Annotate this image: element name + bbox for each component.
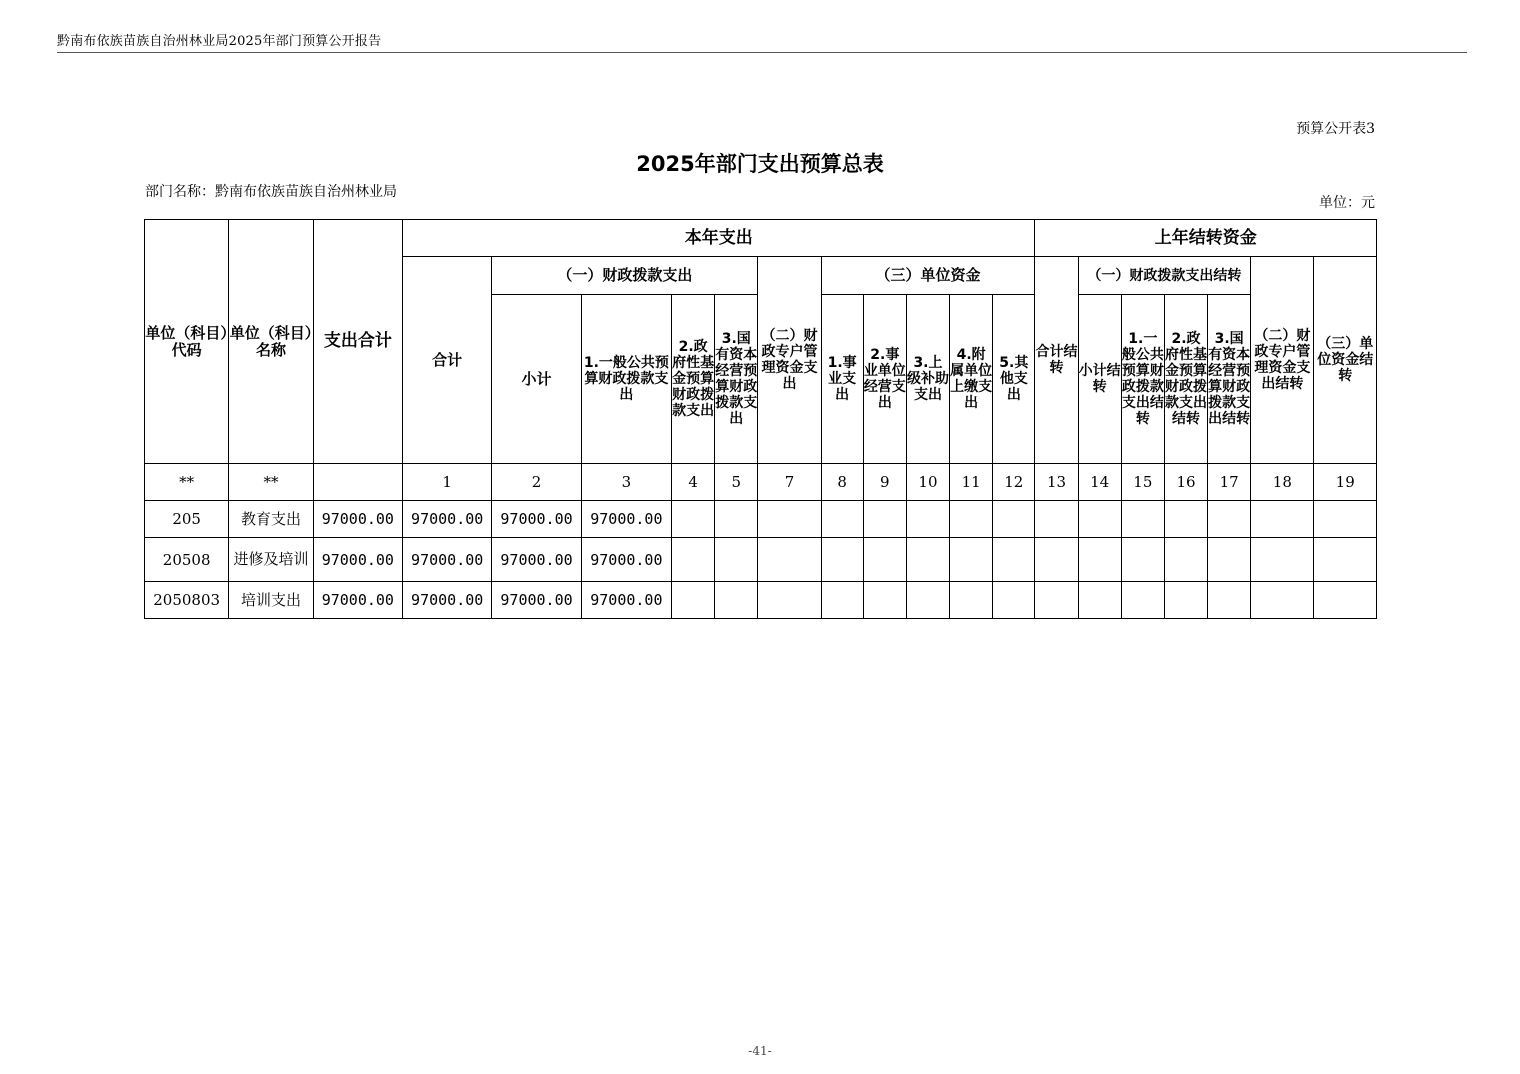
empty-cell bbox=[1035, 501, 1078, 538]
index-cell: 17 bbox=[1208, 464, 1251, 501]
index-cell bbox=[313, 464, 402, 501]
header-py-state-capital: 3.国有资本经营预算财政拨款支出结转 bbox=[1208, 295, 1251, 464]
header-total-expenditure: 支出合计 bbox=[313, 220, 402, 464]
empty-cell bbox=[715, 538, 758, 582]
header-cy-general-public: 1.一般公共预算财政拨款支出 bbox=[581, 295, 671, 464]
empty-cell bbox=[758, 582, 821, 619]
header-current-year: 本年支出 bbox=[403, 220, 1035, 257]
empty-cell bbox=[1314, 501, 1377, 538]
empty-cell bbox=[993, 582, 1035, 619]
header-py-general-public: 1.一般公共预算财政拨款支出结转 bbox=[1121, 295, 1164, 464]
header-cy-unit-funds: （三）单位资金 bbox=[821, 257, 1035, 295]
header-cy-special-account: （二）财政专户管理资金支出 bbox=[758, 257, 821, 464]
empty-cell bbox=[1164, 582, 1207, 619]
empty-cell bbox=[1251, 582, 1314, 619]
empty-cell bbox=[821, 501, 863, 538]
empty-cell bbox=[1164, 538, 1207, 582]
header-py-special-account: （二）财政专户管理资金支出结转 bbox=[1251, 257, 1314, 464]
header-cy-total: 合计 bbox=[403, 257, 492, 464]
empty-cell bbox=[672, 538, 715, 582]
row-general: 97000.00 bbox=[581, 582, 671, 619]
index-cell: ** bbox=[145, 464, 229, 501]
empty-cell bbox=[1035, 538, 1078, 582]
header-cy-fiscal-subtotal: 小计 bbox=[492, 295, 581, 464]
expenditure-budget-table bbox=[144, 219, 1377, 619]
table-row bbox=[145, 501, 1377, 538]
index-cell: 19 bbox=[1314, 464, 1377, 501]
row-general: 97000.00 bbox=[581, 538, 671, 582]
header-cy-affiliated: 4.附属单位上缴支出 bbox=[950, 295, 993, 464]
empty-cell bbox=[1314, 538, 1377, 582]
index-cell: 7 bbox=[758, 464, 821, 501]
empty-cell bbox=[715, 582, 758, 619]
index-cell: 16 bbox=[1164, 464, 1207, 501]
empty-cell bbox=[863, 538, 906, 582]
empty-cell bbox=[906, 582, 949, 619]
row-subtotal: 97000.00 bbox=[492, 501, 581, 538]
row-subtotal: 97000.00 bbox=[492, 538, 581, 582]
empty-cell bbox=[821, 538, 863, 582]
row-name: 培训支出 bbox=[229, 582, 313, 619]
row-total: 97000.00 bbox=[313, 501, 402, 538]
empty-cell bbox=[1035, 582, 1078, 619]
header-py-gov-fund: 2.政府性基金预算财政拨款支出结转 bbox=[1164, 295, 1207, 464]
header-py-unit-funds: （三）单位资金结转 bbox=[1314, 257, 1377, 464]
header-unit-code: 单位（科目）代码 bbox=[145, 220, 229, 464]
empty-cell bbox=[821, 582, 863, 619]
running-header: 黔南布依族苗族自治州林业局2025年部门预算公开报告 bbox=[57, 34, 382, 49]
index-cell: 12 bbox=[993, 464, 1035, 501]
row-code: 2050803 bbox=[145, 582, 229, 619]
header-cy-business: 1.事业支出 bbox=[821, 295, 863, 464]
empty-cell bbox=[863, 582, 906, 619]
table-row bbox=[145, 582, 1377, 619]
empty-cell bbox=[1164, 501, 1207, 538]
header-cy-gov-fund: 2.政府性基金预算财政拨款支出 bbox=[672, 295, 715, 464]
header-cy-subsidy: 3.上级补助支出 bbox=[906, 295, 949, 464]
table-row bbox=[145, 538, 1377, 582]
department-name: 部门名称：黔南布依族苗族自治州林业局 bbox=[145, 184, 397, 200]
index-cell: 4 bbox=[672, 464, 715, 501]
index-cell: ** bbox=[229, 464, 313, 501]
empty-cell bbox=[1121, 538, 1164, 582]
header-cy-operation: 2.事业单位经营支出 bbox=[863, 295, 906, 464]
row-subtotal: 97000.00 bbox=[492, 582, 581, 619]
index-cell: 11 bbox=[950, 464, 993, 501]
row-name: 进修及培训 bbox=[229, 538, 313, 582]
index-cell: 1 bbox=[403, 464, 492, 501]
row-cy-total: 97000.00 bbox=[403, 501, 492, 538]
row-name: 教育支出 bbox=[229, 501, 313, 538]
empty-cell bbox=[993, 538, 1035, 582]
row-code: 20508 bbox=[145, 538, 229, 582]
empty-cell bbox=[950, 538, 993, 582]
header-cy-other: 5.其他支出 bbox=[993, 295, 1035, 464]
row-total: 97000.00 bbox=[313, 582, 402, 619]
index-cell: 9 bbox=[863, 464, 906, 501]
index-cell: 2 bbox=[492, 464, 581, 501]
empty-cell bbox=[906, 538, 949, 582]
empty-cell bbox=[1208, 501, 1251, 538]
index-cell: 18 bbox=[1251, 464, 1314, 501]
empty-cell bbox=[758, 501, 821, 538]
row-cy-total: 97000.00 bbox=[403, 538, 492, 582]
empty-cell bbox=[1251, 538, 1314, 582]
empty-cell bbox=[906, 501, 949, 538]
empty-cell bbox=[672, 501, 715, 538]
header-cy-fiscal: （一）财政拨款支出 bbox=[492, 257, 758, 295]
index-cell: 14 bbox=[1078, 464, 1121, 501]
header-py-subtotal: 小计结转 bbox=[1078, 295, 1121, 464]
page-title: 2025年部门支出预算总表 bbox=[636, 152, 884, 176]
row-general: 97000.00 bbox=[581, 501, 671, 538]
header-unit-name: 单位（科目）名称 bbox=[229, 220, 313, 464]
empty-cell bbox=[1078, 501, 1121, 538]
empty-cell bbox=[672, 582, 715, 619]
column-index-row bbox=[145, 464, 1377, 501]
index-cell: 13 bbox=[1035, 464, 1078, 501]
empty-cell bbox=[950, 501, 993, 538]
header-py-fiscal: （一）财政拨款支出结转 bbox=[1078, 257, 1251, 295]
empty-cell bbox=[1121, 582, 1164, 619]
empty-cell bbox=[1251, 501, 1314, 538]
row-code: 205 bbox=[145, 501, 229, 538]
empty-cell bbox=[950, 582, 993, 619]
empty-cell bbox=[863, 501, 906, 538]
row-total: 97000.00 bbox=[313, 538, 402, 582]
header-cy-state-capital: 3.国有资本经营预算财政拨款支出 bbox=[715, 295, 758, 464]
empty-cell bbox=[1208, 538, 1251, 582]
empty-cell bbox=[1208, 582, 1251, 619]
empty-cell bbox=[1078, 538, 1121, 582]
empty-cell bbox=[758, 538, 821, 582]
index-cell: 5 bbox=[715, 464, 758, 501]
header-divider bbox=[57, 52, 1467, 53]
empty-cell bbox=[1314, 582, 1377, 619]
index-cell: 10 bbox=[906, 464, 949, 501]
index-cell: 15 bbox=[1121, 464, 1164, 501]
row-cy-total: 97000.00 bbox=[403, 582, 492, 619]
page-number: -41- bbox=[748, 1044, 772, 1058]
currency-unit: 单位：元 bbox=[1319, 195, 1375, 211]
header-py-total: 合计结转 bbox=[1035, 257, 1078, 464]
index-cell: 8 bbox=[821, 464, 863, 501]
index-cell: 3 bbox=[581, 464, 671, 501]
empty-cell bbox=[993, 501, 1035, 538]
header-prior-year-carryover: 上年结转资金 bbox=[1035, 220, 1377, 257]
table-code: 预算公开表3 bbox=[1296, 121, 1375, 137]
empty-cell bbox=[1078, 582, 1121, 619]
empty-cell bbox=[715, 501, 758, 538]
empty-cell bbox=[1121, 501, 1164, 538]
